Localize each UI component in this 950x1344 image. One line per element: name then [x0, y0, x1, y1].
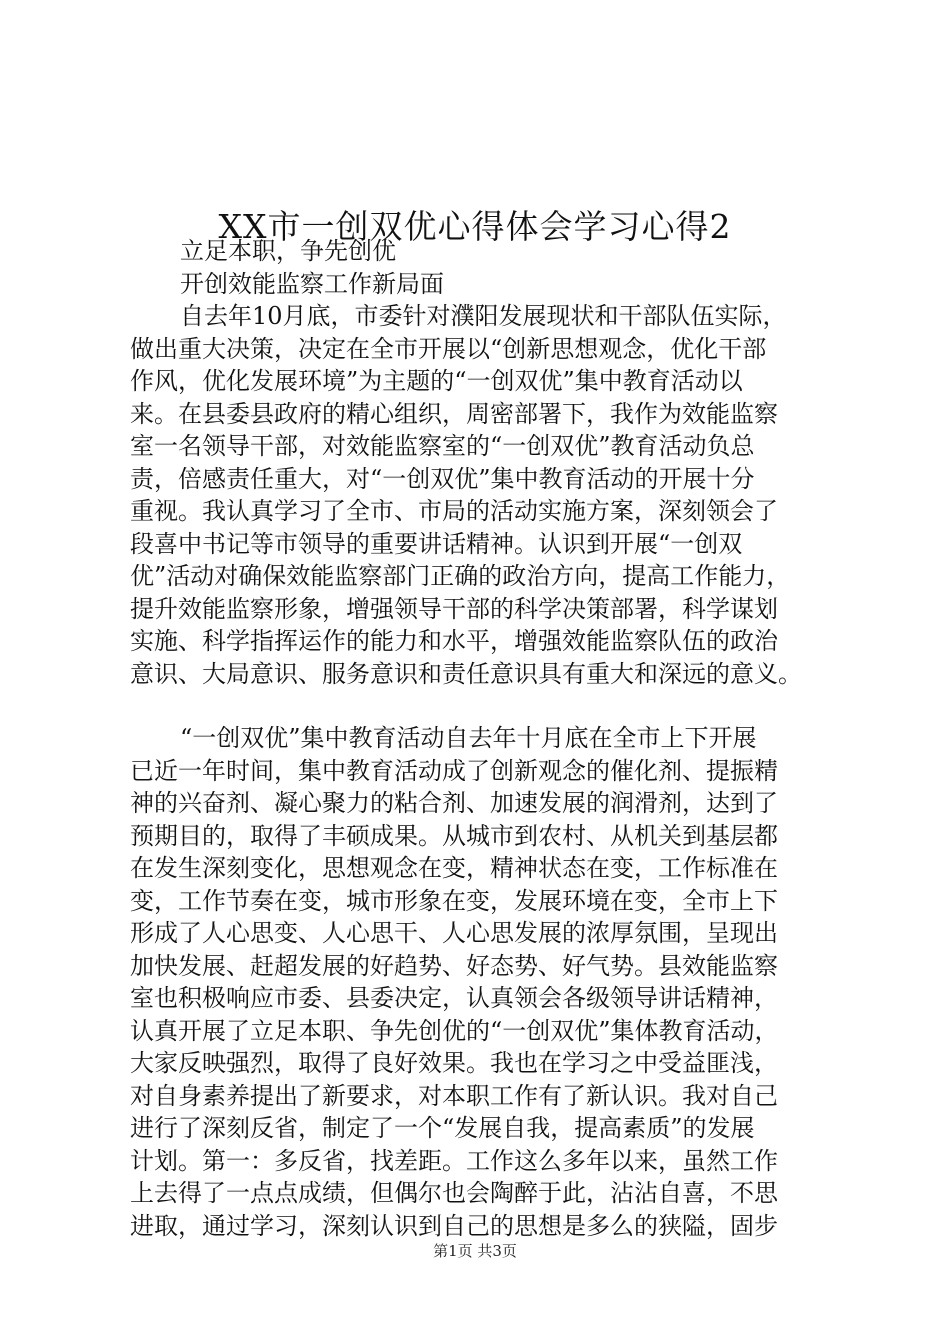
text-line: 加快发展、赶超发展的好趋势、好态势、好气势。县效能监察: [130, 951, 778, 980]
text-line: 室一名领导干部，对效能监察室的“一创双优”教育活动负总: [130, 432, 755, 460]
heading-line: 立足本职，争先创优: [180, 237, 396, 265]
document-title: XX市一创双优心得体会学习心得2: [218, 207, 732, 247]
text-line: 神的兴奋剂、凝心聚力的粘合剂、加速发展的润滑剂，达到了: [130, 789, 778, 817]
text-line: 预期目的，取得了丰硕成果。从城市到农村、从机关到基层都: [130, 821, 778, 850]
document-body: [130, 235, 850, 1242]
text-line: 在发生深刻变化，思想观念在变，精神状态在变，工作标准在: [130, 854, 778, 882]
paragraph-1: [130, 300, 850, 690]
text-line: 进行了深刻反省，制定了一个“发展自我，提高素质”的发展: [130, 1114, 755, 1142]
text-line: 提升效能监察形象，增强领导干部的科学决策部署，科学谋划: [130, 594, 778, 623]
text-line: 室也积极响应市委、县委决定，认真领会各级领导讲话精神，: [130, 984, 778, 1012]
text-line: 形成了人心思变、人心思干、人心思发展的浓厚氛围，呈现出: [130, 919, 778, 947]
text-line: 认真开展了立足本职、争先创优的“一创双优”集体教育活动，: [130, 1016, 779, 1045]
text-line: 自去年10月底，市委针对濮阳发展现状和干部队伍实际，: [180, 302, 787, 330]
text-line: 变，工作节奏在变，城市形象在变，发展环境在变，全市上下: [130, 886, 778, 915]
text-line: 段喜中书记等市领导的重要讲话精神。认识到开展“一创双: [130, 529, 743, 558]
text-line: 实施、科学指挥运作的能力和水平，增强效能监察队伍的政治: [130, 627, 778, 655]
text-line: 上去得了一点点成绩，但偶尔也会陶醉于此，沾沾自喜，不思: [130, 1179, 778, 1207]
text-line: 重视。我认真学习了全市、市局的活动实施方案，深刻领会了: [130, 497, 778, 525]
text-line: 意识、大局意识、服务意识和责任意识具有重大和深远的意义。: [130, 659, 802, 688]
text-line: 进取，通过学习，深刻认识到自己的思想是多么的狭隘，固步: [130, 1211, 778, 1240]
text-line: 计划。第一：多反省，找差距。工作这么多年以来，虽然工作: [130, 1146, 778, 1175]
heading-line: 开创效能监察工作新局面: [180, 269, 444, 298]
text-line: 已近一年时间，集中教育活动成了创新观念的催化剂、提振精: [130, 756, 778, 785]
text-line: 责，倍感责任重大，对“一创双优”集中教育活动的开展十分: [130, 464, 755, 493]
page-footer: 第1页 共3页: [433, 1242, 517, 1260]
text-line: “一创双优”集中教育活动自去年十月底在全市上下开展: [180, 724, 757, 752]
text-line: 大家反映强烈，取得了良好效果。我也在学习之中受益匪浅，: [130, 1049, 778, 1077]
paragraph-2: [130, 722, 850, 1242]
text-line: 对自身素养提出了新要求，对本职工作有了新认识。我对自己: [130, 1081, 778, 1110]
text-line: 来。在县委县政府的精心组织，周密部署下，我作为效能监察: [130, 399, 778, 428]
text-line: 作风，优化发展环境”为主题的“一创双优”集中教育活动以: [130, 367, 743, 395]
text-line: 做出重大决策，决定在全市开展以“创新思想观念，优化干部: [130, 334, 767, 363]
text-line: 优”活动对确保效能监察部门正确的政治方向，提高工作能力，: [130, 562, 791, 590]
paragraph-gap: [130, 690, 850, 722]
